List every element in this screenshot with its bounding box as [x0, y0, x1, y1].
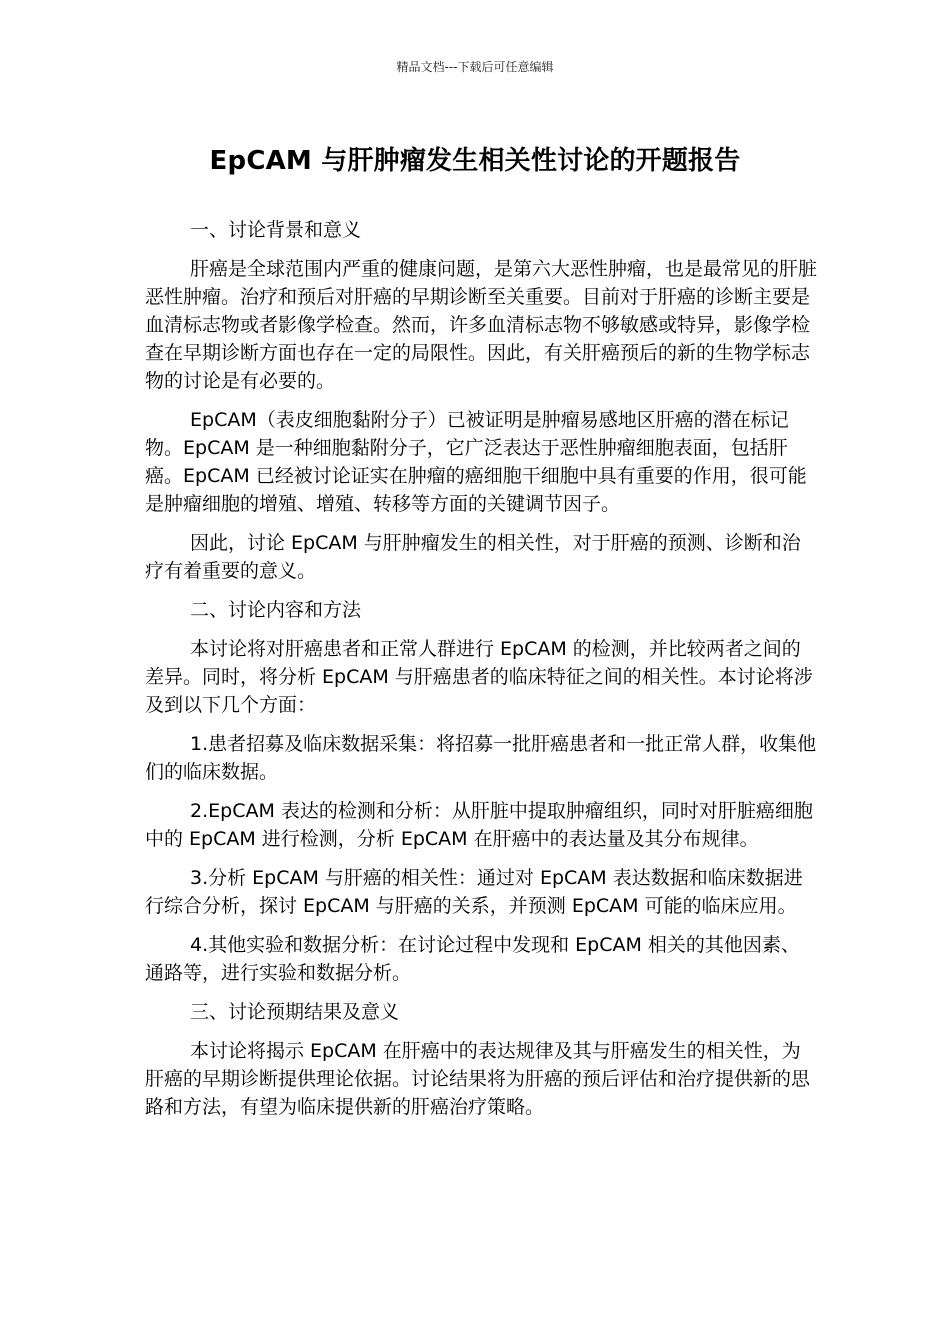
list-item: 1.患者招募及临床数据采集：将招募一批肝癌患者和一批正常人群，收集他们的临床数据。 [145, 733, 817, 783]
section-heading-content-methods: 二、讨论内容和方法 [190, 599, 362, 621]
list-item: 2.EpCAM 表达的检测和分析：从肝脏中提取肿瘤组织，同时对肝脏癌细胞中的 EpCAM 进行检测，分析 EpCAM 在肝癌中的表达量及其分布规律。 [145, 800, 813, 850]
paragraph: 本讨论将揭示 EpCAM 在肝癌中的表达规律及其与肝癌发生的相关性，为肝癌的早期诊断提供理论依据。讨论结果将为肝癌的预后评估和治疗提供新的思路和方法，有望为临床提供新的肝癌治疗策略。 [145, 1040, 811, 1118]
section-heading-expected-results: 三、讨论预期结果及意义 [190, 1001, 400, 1023]
list-item: 3.分析 EpCAM 与肝癌的相关性：通过对 EpCAM 表达数据和临床数据进行综合分析，探讨 EpCAM 与肝癌的关系，并预测 EpCAM 可能的临床应用。 [145, 867, 803, 917]
document-body [145, 216, 817, 1132]
paragraph: 肝癌是全球范围内严重的健康问题，是第六大恶性肿瘤，也是最常见的肝脏恶性肿瘤。治疗和预后对肝癌的早期诊断至关重要。目前对于肝癌的诊断主要是血清标志物或者影像学检查。然而，许多血清标志物不够敏感或特异，影像学检查在早期诊断方面也存在一定的局限性。因此，有关肝癌预后的新的生物学标志物的讨论是有必要的。 [145, 258, 818, 392]
document-title: EpCAM 与肝肿瘤发生相关性讨论的开题报告 [209, 146, 741, 176]
paragraph: EpCAM（表皮细胞黏附分子）已被证明是肿瘤易感地区肝癌的潜在标记物。EpCAM 是一种细胞黏附分子，它广泛表达于恶性肿瘤细胞表面，包括肝癌。EpCAM 已经被讨论证实在肿瘤的癌细胞干细胞中具有重要的作用，很可能是肿瘤细胞的增殖、增殖、转移等方面的关键调节因子。 [145, 409, 807, 515]
paragraph: 本讨论将对肝癌患者和正常人群进行 EpCAM 的检测，并比较两者之间的差异。同时，将分析 EpCAM 与肝癌患者的临床特征之间的相关性。本讨论将涉及到以下几个方面： [145, 638, 813, 716]
paragraph: 因此，讨论 EpCAM 与肝肿瘤发生的相关性，对于肝癌的预测、诊断和治疗有着重要的意义。 [145, 532, 801, 582]
section-heading-background: 一、讨论背景和意义 [190, 219, 362, 241]
list-item: 4.其他实验和数据分析：在讨论过程中发现和 EpCAM 相关的其他因素、通路等，进行实验和数据分析。 [145, 934, 800, 984]
header-note: 精品文档---下载后可任意编辑 [396, 60, 554, 74]
